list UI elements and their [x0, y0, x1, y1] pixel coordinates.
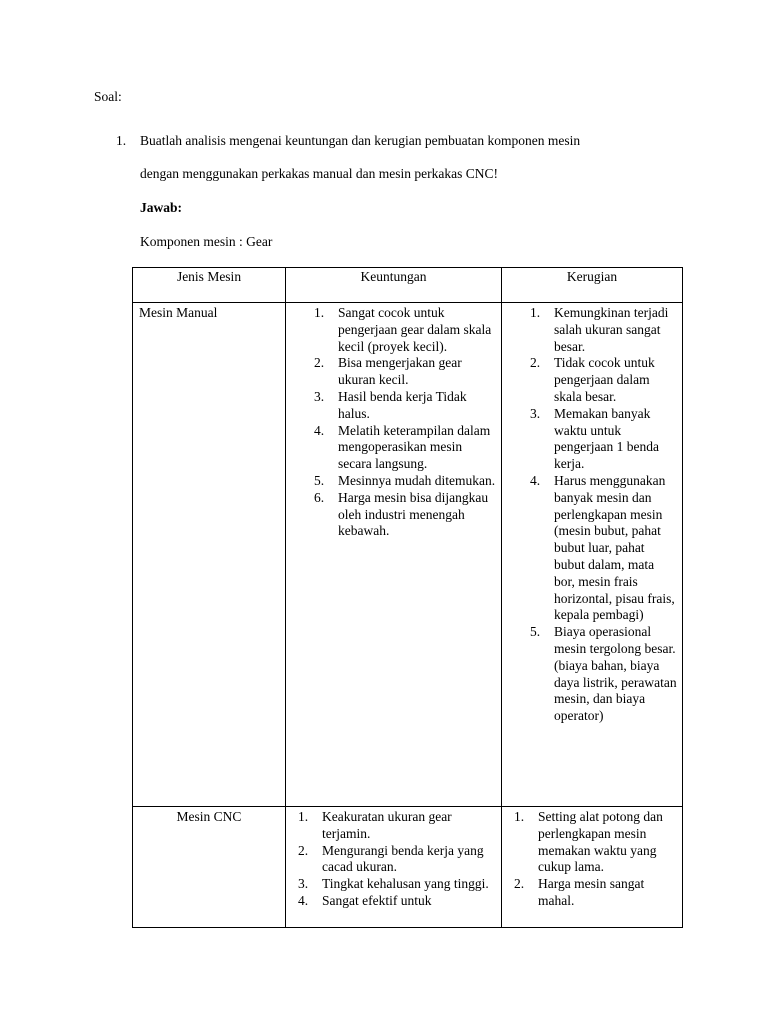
list-item: 2. Harga mesin sangat mahal. — [514, 876, 645, 908]
table-row-cnc — [133, 807, 683, 928]
jawab-heading: Jawab: — [140, 200, 183, 215]
table-row-manual — [133, 303, 683, 807]
question-number: 1. — [116, 133, 127, 148]
header-kerugian: Kerugian — [502, 268, 683, 303]
machine-name-cnc: Mesin CNC — [133, 807, 286, 928]
keuntungan-manual-cell — [286, 303, 502, 807]
soal-label: Soal: — [94, 89, 122, 104]
list-item: 4. Sangat efektif untuk — [298, 892, 432, 908]
list-item: 3. Hasil benda kerja Tidak halus. — [314, 388, 467, 421]
list-item: 1. Setting alat potong dan perlengkapan mesin memakan waktu yang cukup lama. — [514, 809, 663, 875]
komponen-label: Komponen mesin : Gear — [140, 234, 273, 249]
list-item: 2. Mengurangi benda kerja yang cacad ukuran. — [298, 842, 484, 875]
list-item: 5. Biaya operasional mesin tergolong besar. (biaya bahan, biaya daya listrik, perawatan mesin, dan biaya operator) — [530, 624, 677, 724]
kerugian-manual-cell — [502, 303, 683, 807]
list-item: 3. Memakan banyak waktu untuk pengerjaan 1 benda kerja. — [530, 405, 659, 472]
header-keuntungan: Keuntungan — [286, 268, 502, 303]
keuntungan-cnc-cell — [286, 807, 502, 928]
list-item: 6. Harga mesin bisa dijangkau oleh industri menengah kebawah. — [314, 489, 489, 539]
table-header-row — [133, 268, 683, 303]
question-text-line2: dengan menggunakan perkakas manual dan mesin perkakas CNC! — [140, 166, 499, 181]
header-jenis-mesin: Jenis Mesin — [133, 268, 286, 303]
list-item: 3. Tingkat kehalusan yang tinggi. — [298, 876, 489, 892]
question-text-line1: Buatlah analisis mengenai keuntungan dan kerugian pembuatan komponen mesin — [140, 133, 581, 148]
list-item: 1. Keakuratan ukuran gear terjamin. — [298, 809, 452, 841]
list-item: 2. Tidak cocok untuk pengerjaan dalam skala besar. — [530, 355, 655, 404]
list-item: 4. Harus menggunakan banyak mesin dan perlengkapan mesin (mesin bubut, pahat bubut luar, pahat bubut dalam, mata bor, mesin frais horizontal, pisau frais, kepala pembagi) — [530, 472, 675, 623]
kerugian-manual-list — [502, 305, 682, 725]
comparison-table — [132, 267, 683, 928]
list-item: 5. Mesinnya mudah ditemukan. — [314, 472, 496, 488]
keuntungan-manual-list — [286, 305, 501, 540]
machine-name-manual: Mesin Manual — [133, 303, 286, 807]
list-item: 1. Kemungkinan terjadi salah ukuran sangat besar. — [530, 305, 669, 354]
keuntungan-cnc-list — [286, 809, 501, 910]
kerugian-cnc-cell — [502, 807, 683, 928]
kerugian-cnc-list — [502, 809, 682, 910]
list-item: 1. Sangat cocok untuk pengerjaan gear dalam skala kecil (proyek kecil). — [314, 305, 492, 354]
list-item: 2. Bisa mengerjakan gear ukuran kecil. — [314, 355, 462, 388]
list-item: 4. Melatih keterampilan dalam mengoperasikan mesin secara langsung. — [314, 422, 491, 472]
